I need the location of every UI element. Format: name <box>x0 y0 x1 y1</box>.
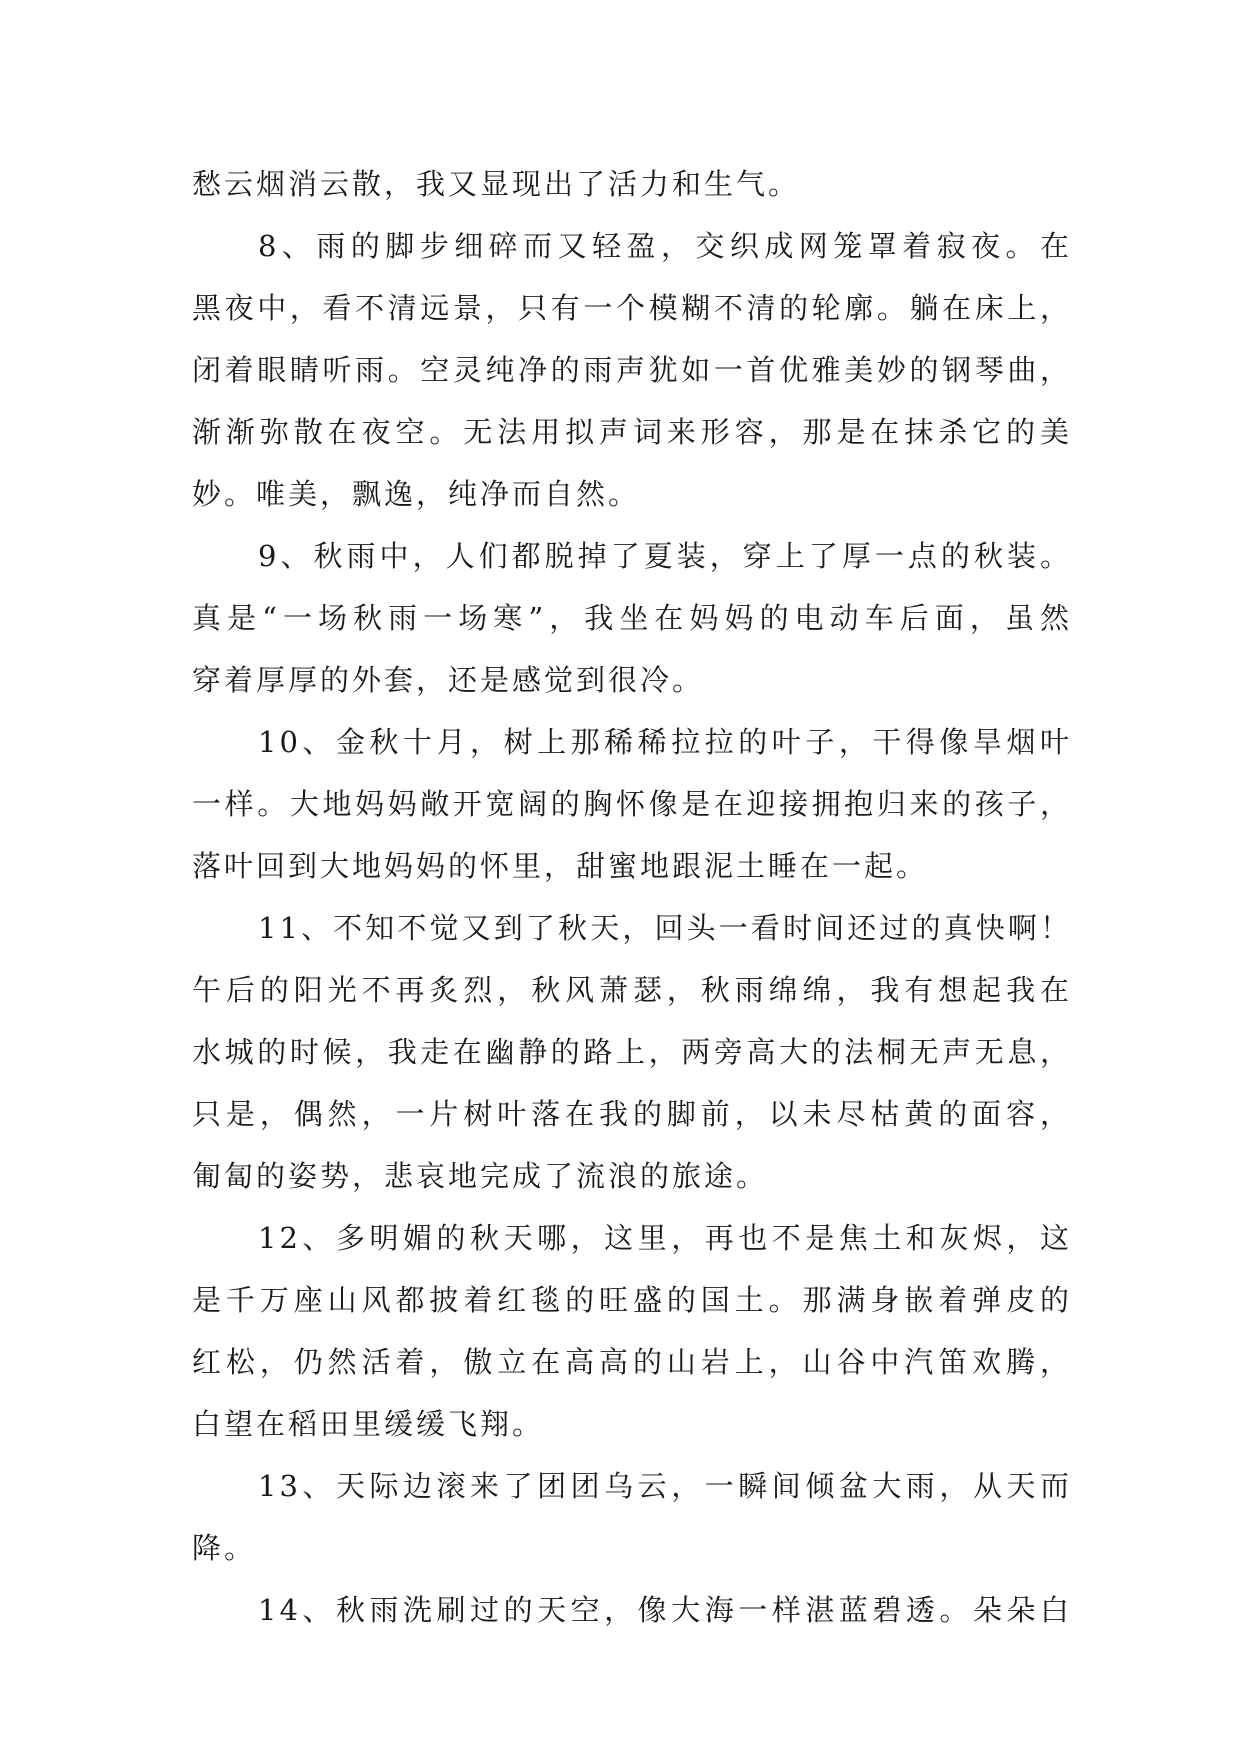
paragraph-start-line: 14、秋雨洗刷过的天空，像大海一样湛蓝碧透。朵朵白 <box>258 1593 1072 1627</box>
text-line: 黑夜中，看不清远景，只有一个模糊不清的轮廓。躺在床上， <box>192 291 1072 325</box>
paragraph-start-line: 9、秋雨中，人们都脱掉了夏装，穿上了厚一点的秋装。 <box>258 539 1072 573</box>
text-line: 白望在稻田里缓缓飞翔。 <box>192 1407 545 1441</box>
text-line: 渐渐弥散在夜空。无法用拟声词来形容，那是在抹杀它的美 <box>192 415 1072 449</box>
text-line: 真是“一场秋雨一场寒”，我坐在妈妈的电动车后面，虽然 <box>192 601 1072 635</box>
text-line: 落叶回到大地妈妈的怀里，甜蜜地跟泥土睡在一起。 <box>192 849 929 883</box>
paragraph-start-line: 10、金秋十月，树上那稀稀拉拉的叶子，干得像旱烟叶 <box>258 725 1072 759</box>
text-line: 穿着厚厚的外套，还是感觉到很冷。 <box>192 663 705 697</box>
text-line: 红松，仍然活着，傲立在高高的山岩上，山谷中汽笛欢腾， <box>192 1345 1072 1379</box>
paragraph-start-line: 11、不知不觉又到了秋天，回头一看时间还过的真快啊！ <box>258 911 1072 945</box>
text-line: 一样。大地妈妈敞开宽阔的胸怀像是在迎接拥抱归来的孩子， <box>192 787 1072 821</box>
paragraph-start-line: 12、多明媚的秋天哪，这里，再也不是焦土和灰烬，这 <box>258 1221 1072 1255</box>
paragraph-start-line: 8、雨的脚步细碎而又轻盈，交织成网笼罩着寂夜。在 <box>258 229 1072 263</box>
text-line: 午后的阳光不再炙烈，秋风萧瑟，秋雨绵绵，我有想起我在 <box>192 973 1072 1007</box>
text-line: 妙。唯美，飘逸，纯净而自然。 <box>192 477 641 511</box>
text-line: 是千万座山风都披着红毯的旺盛的国土。那满身嵌着弹皮的 <box>192 1283 1072 1317</box>
text-line: 降。 <box>192 1531 257 1565</box>
text-line: 匍匐的姿势，悲哀地完成了流浪的旅途。 <box>192 1159 769 1193</box>
text-line: 愁云烟消云散，我又显现出了活力和生气。 <box>192 167 801 201</box>
document-body <box>192 153 1072 1641</box>
text-line: 水城的时候，我走在幽静的路上，两旁高大的法桐无声无息， <box>192 1035 1072 1069</box>
text-line: 只是，偶然，一片树叶落在我的脚前，以未尽枯黄的面容， <box>192 1097 1072 1131</box>
paragraph-start-line: 13、天际边滚来了团团乌云，一瞬间倾盆大雨，从天而 <box>258 1469 1072 1503</box>
text-line: 闭着眼睛听雨。空灵纯净的雨声犹如一首优雅美妙的钢琴曲， <box>192 353 1072 387</box>
